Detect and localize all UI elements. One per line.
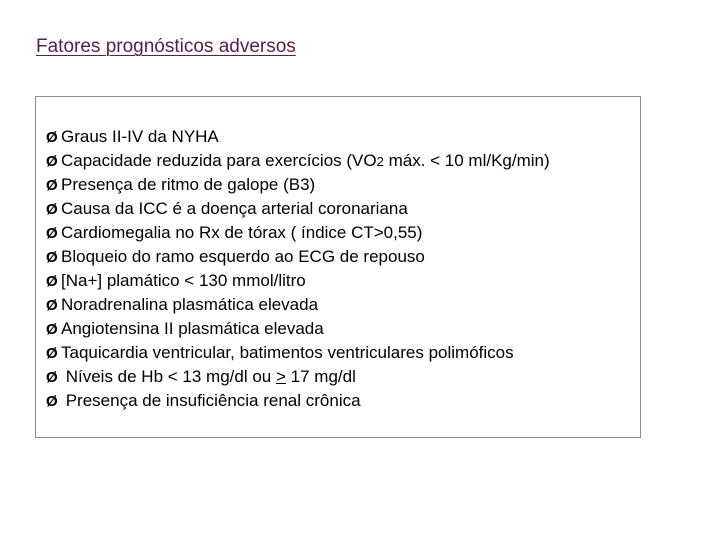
list-item-text: Bloqueio do ramo esquerdo ao ECG de repouso <box>61 247 425 266</box>
list-item <box>46 365 550 389</box>
arrow-bullet-icon: Ø <box>46 393 58 410</box>
arrow-bullet-icon: Ø <box>46 177 58 194</box>
arrow-bullet-icon: Ø <box>46 201 58 218</box>
list-item-text: Noradrenalina plasmática elevada <box>61 295 319 314</box>
list-item-text-start: Níveis de Hb < 13 mg/dl ou <box>61 367 276 386</box>
list-item-text-end: máx. < 10 ml/Kg/min) <box>383 151 550 170</box>
bullet-list <box>46 125 550 413</box>
arrow-bullet-icon: Ø <box>46 249 58 266</box>
list-item-text <box>61 149 550 174</box>
list-item-text-start: Capacidade reduzida para exercícios (VO <box>61 151 377 170</box>
arrow-bullet-icon: Ø <box>46 153 58 170</box>
list-item <box>46 173 550 197</box>
arrow-bullet-icon: Ø <box>46 297 58 314</box>
page-title: Fatores prognósticos adversos <box>36 36 296 57</box>
list-item-text: Graus II-IV da NYHA <box>61 127 219 146</box>
list-item-text: [Na+] plamático < 130 mmol/litro <box>61 271 306 290</box>
arrow-bullet-icon: Ø <box>46 225 58 242</box>
arrow-bullet-icon: Ø <box>46 273 58 290</box>
list-item-text: Presença de insuficiência renal crônica <box>61 391 361 410</box>
list-item-text: Taquicardia ventricular, batimentos ventriculares polimóficos <box>61 343 514 362</box>
list-item <box>46 197 550 221</box>
arrow-bullet-icon: Ø <box>46 345 58 362</box>
subscript-text: 2 <box>376 154 384 169</box>
list-item-text: Presença de ritmo de galope (B3) <box>61 175 316 194</box>
arrow-bullet-icon: Ø <box>46 369 58 386</box>
list-item-text: Angiotensina II plasmática elevada <box>61 319 324 338</box>
arrow-bullet-icon: Ø <box>46 321 58 338</box>
list-item <box>46 221 550 245</box>
list-item <box>46 341 550 365</box>
list-item <box>46 269 550 293</box>
list-item <box>46 125 550 149</box>
list-item <box>46 389 550 413</box>
list-item <box>46 245 550 269</box>
list-item <box>46 293 550 317</box>
list-item <box>46 149 550 173</box>
list-item-text-end: 17 mg/dl <box>285 367 356 386</box>
list-item <box>46 317 550 341</box>
list-item-text: Cardiomegalia no Rx de tórax ( índice CT>0,55) <box>61 223 423 242</box>
content-box <box>35 96 641 438</box>
underlined-symbol: > <box>275 367 286 386</box>
list-item-text: Causa da ICC é a doença arterial coronariana <box>61 199 408 218</box>
list-item-text <box>61 365 356 389</box>
arrow-bullet-icon: Ø <box>46 129 58 146</box>
